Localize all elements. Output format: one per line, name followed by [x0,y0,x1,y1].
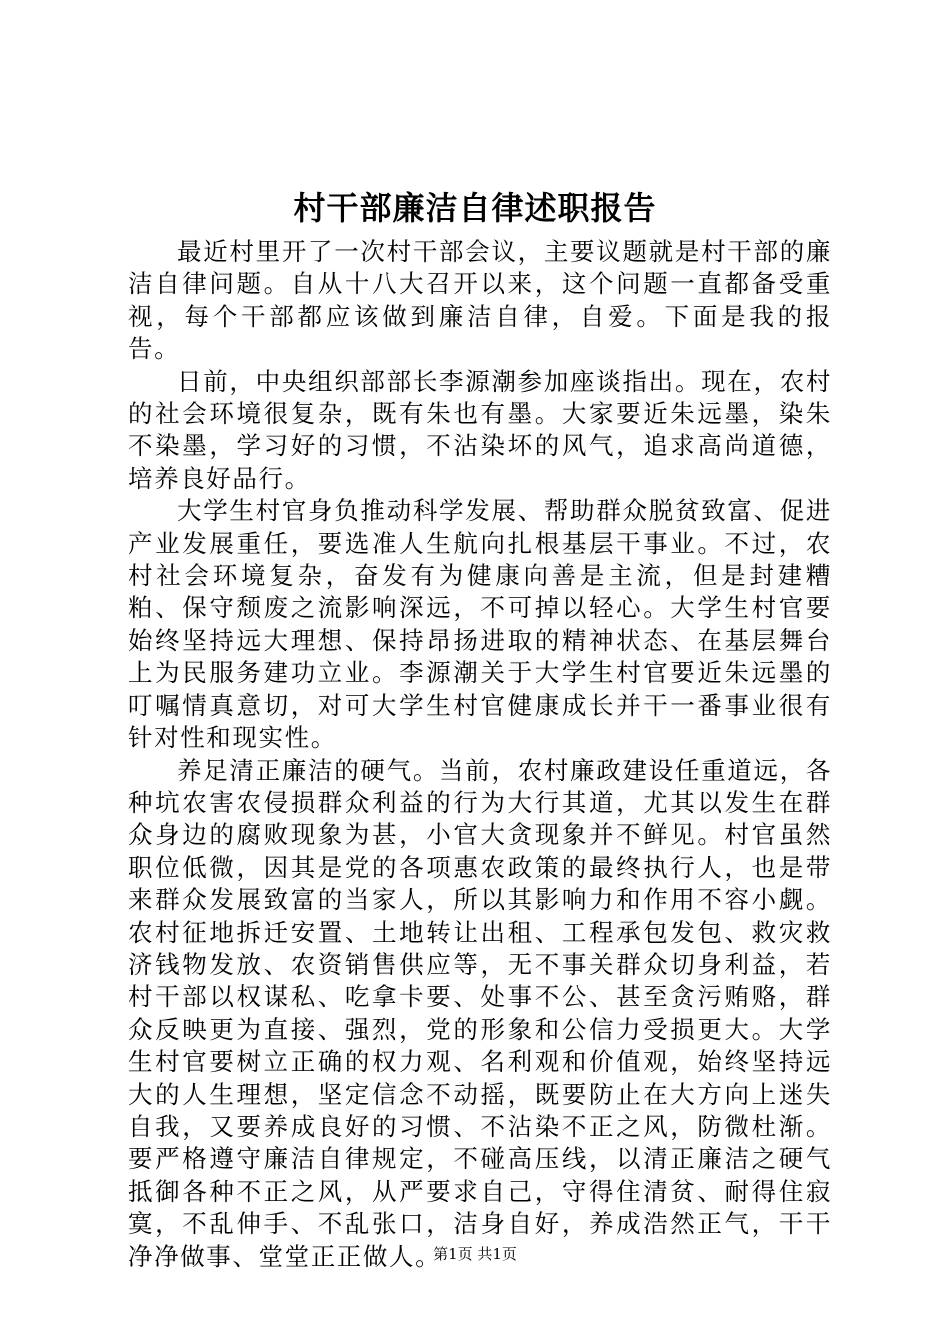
document-title: 村干部廉洁自律述职报告 [293,189,657,227]
document-body [128,236,832,1273]
page-number-footer: 第1页 共1页 [433,1245,517,1263]
body-paragraph-2: 日前，中央组织部部长李源潮参加座谈指出。现在，农村的社会环境很复杂，既有朱也有墨。大家要近朱远墨，染朱不染墨，学习好的习惯，不沾染坏的风气，追求高尚道德，培养良好品行。 [128,366,832,493]
body-paragraph-1: 最近村里开了一次村干部会议，主要议题就是村干部的廉洁自律问题。自从十八大召开以来，这个问题一直都备受重视，每个干部都应该做到廉洁自律，自爱。下面是我的报告。 [128,237,832,364]
body-paragraph-4: 养足清正廉洁的硬气。当前，农村廉政建设任重道远，各种坑农害农侵损群众利益的行为大行其道，尤其以发生在群众身边的腐败现象为甚，小官大贪现象并不鲜见。村官虽然职位低微，因其是党的各项惠农政策的最终执行人，也是带来群众发展致富的当家人，所以其影响力和作用不容小觑。农村征地拆迁安置、土地转让出租、工程承包发包、救灾救济钱物发放、农资销售供应等，无不事关群众切身利益，若村干部以权谋私、吃拿卡要、处事不公、甚至贪污贿赂，群众反映更为直接、强烈，党的形象和公信力受损更大。大学生村官要树立正确的权力观、名利观和价值观，始终坚持远大的人生理想，坚定信念不动摇，既要防止在大方向上迷失自我，又要养成良好的习惯、不沾染不正之风，防微杜渐。要严格遵守廉洁自律规定，不碰高压线，以清正廉洁之硬气抵御各种不正之风，从严要求自己，守得住清贫、耐得住寂寞，不乱伸手、不乱张口，洁身自好，养成浩然正气，干干净净做事、堂堂正正做人。 [128,755,832,1271]
body-paragraph-3: 大学生村官身负推动科学发展、帮助群众脱贫致富、促进产业发展重任，要选准人生航向扎根基层干事业。不过，农村社会环境复杂，奋发有为健康向善是主流，但是封建糟粕、保守颓废之流影响深远，不可掉以轻心。大学生村官要始终坚持远大理想、保持昂扬进取的精神状态、在基层舞台上为民服务建功立业。李源潮关于大学生村官要近朱远墨的叮嘱情真意切，对可大学生村官健康成长并干一番事业很有针对性和现实性。 [128,496,832,753]
